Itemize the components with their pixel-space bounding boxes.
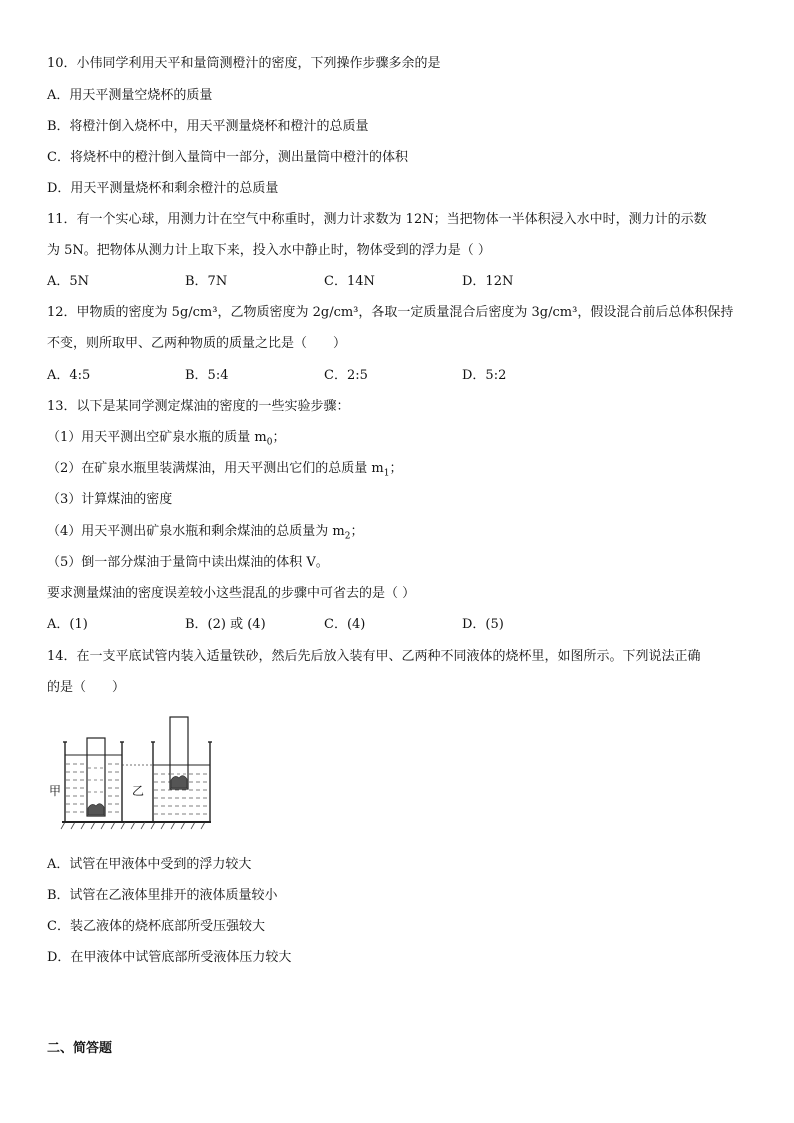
q14-stem-line1: 14．在一支平底试管内装入适量铁砂，然后先后放入装有甲、乙两种不同液体的烧杯里，如图所示。下列说法正确	[47, 649, 701, 664]
q11-option-b: B．7N	[185, 274, 228, 289]
q12-stem-line2: 不变，则所取甲、乙两种物质的质量之比是（ ）	[47, 336, 347, 351]
q13-stem: 13．以下是某同学测定煤油的密度的一些实验步骤：	[47, 399, 350, 414]
q13-step-3: （3）计算煤油的密度	[47, 492, 173, 507]
test-tube-jia	[87, 738, 105, 816]
q14-option-b: B．试管在乙液体里排开的液体质量较小	[47, 888, 278, 903]
q13-option-d: D．(5)	[462, 617, 504, 632]
table-hatching	[61, 822, 205, 829]
q13-step-1: （1）用天平测出空矿泉水瓶的质量 $m_0$；	[47, 430, 286, 448]
q13-option-a: A．(1)	[47, 617, 88, 632]
q10-option-a: A．用天平测量空烧杯的质量	[47, 88, 213, 103]
q12-option-d: D．5:2	[462, 368, 507, 383]
q13-step-5: （5）倒一部分煤油于量筒中读出煤油的体积 V。	[47, 555, 329, 570]
label-yi: 乙	[132, 784, 145, 798]
q14-figure	[45, 712, 217, 834]
q12-option-b: B．5:4	[185, 368, 229, 383]
q14-option-d: D．在甲液体中试管底部所受液体压力较大	[47, 950, 292, 965]
beaker-jia	[63, 738, 124, 822]
q10-stem: 10．小伟同学利用天平和量筒测橙汁的密度，下列操作步骤多余的是	[47, 56, 441, 71]
section-heading: 二、简答题	[47, 1041, 113, 1056]
q13-option-b: B．(2) 或 (4)	[185, 617, 266, 632]
q10-option-b: B．将橙汁倒入烧杯中，用天平测量烧杯和橙汁的总质量	[47, 119, 369, 134]
q11-option-c: C．14N	[324, 274, 375, 289]
q11-stem-line1: 11．有一个实心球，用测力计在空气中称重时，测力计求数为 12N；当把物体一半体积浸入水中时，测力计的示数	[47, 212, 707, 227]
q10-option-d: D．用天平测量烧杯和剩余橙汁的总质量	[47, 181, 279, 196]
q13-step-2: （2）在矿泉水瓶里装满煤油，用天平测出它们的总质量 $m_1$；	[47, 461, 403, 479]
q13-option-c: C．(4)	[324, 617, 366, 632]
q10-option-c: C．将烧杯中的橙汁倒入量筒中一部分，测出量筒中橙汁的体积	[47, 150, 408, 165]
q13-step-4: （4）用天平测出矿泉水瓶和剩余煤油的总质量为 $m_2$；	[47, 524, 364, 542]
q12-option-a: A．4:5	[47, 368, 91, 383]
q12-stem-line1: 12．甲物质的密度为 5g/cm³，乙物质密度为 2g/cm³，各取一定质量混合后密度为 3g/cm³，假设混合前后总体积保持	[47, 305, 734, 320]
q13-question: 要求测量煤油的密度误差较小这些混乱的步骤中可省去的是（ ）	[47, 586, 416, 601]
q14-stem-line2: 的是（ ）	[47, 680, 126, 695]
q11-option-a: A．5N	[47, 274, 90, 289]
iron-sand-yi	[171, 776, 187, 788]
q14-option-a: A．试管在甲液体中受到的浮力较大	[47, 857, 252, 872]
q14-option-c: C．装乙液体的烧杯底部所受压强较大	[47, 919, 265, 934]
q12-option-c: C．2:5	[324, 368, 368, 383]
q11-option-d: D．12N	[462, 274, 514, 289]
label-jia: 甲	[49, 784, 62, 798]
beaker-yi	[151, 717, 212, 822]
q11-stem-line2: 为 5N。把物体从测力计上取下来，投入水中静止时，物体受到的浮力是（ ）	[47, 243, 491, 258]
